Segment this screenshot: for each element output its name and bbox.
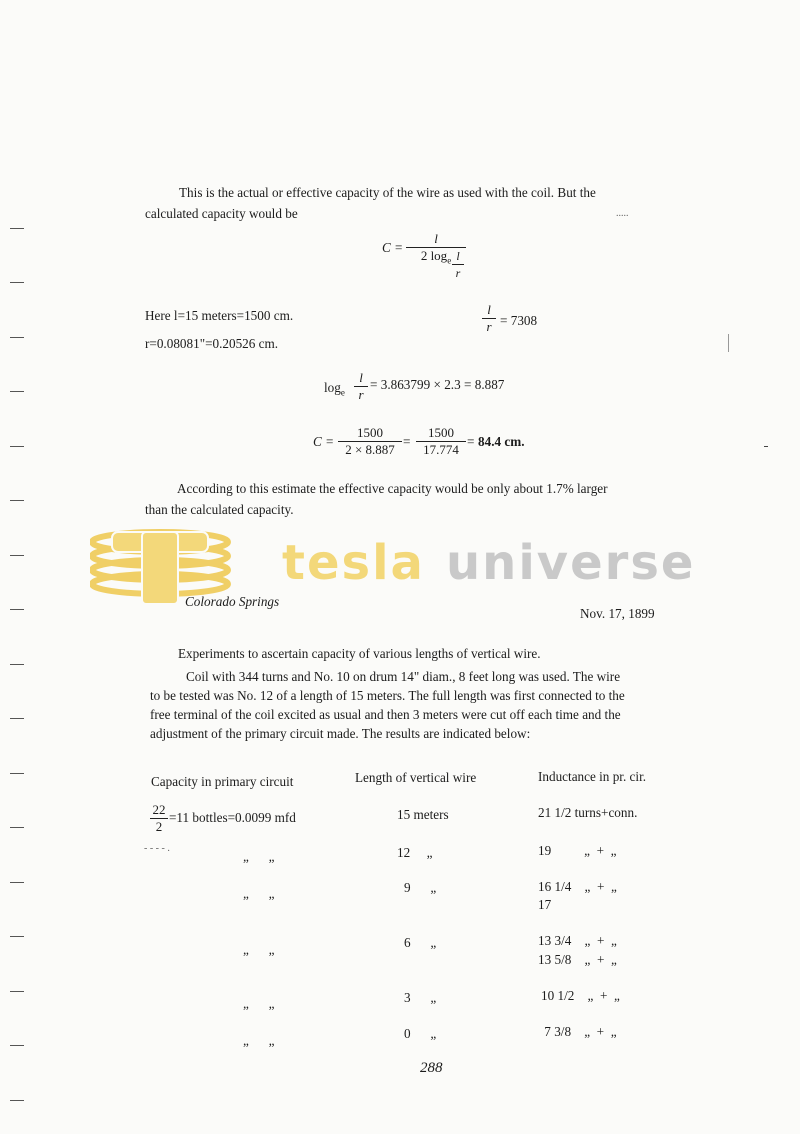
para2-line1: According to this estimate the effective capacity would be only about 1.7% larger: [177, 481, 608, 496]
table-row-capacity: „ „: [243, 886, 275, 901]
table-row-inductance: 21 1/2 turns+conn.: [538, 805, 638, 820]
formula3-eq1: =: [403, 434, 411, 449]
formula3-eq2: =: [467, 434, 475, 449]
table-row-capacity: „ „: [243, 942, 275, 957]
table-row-inductance: 7 3/8 „ + „: [541, 1024, 617, 1039]
margin-mark: [10, 555, 24, 556]
formula1-inner-fraction: $\frac{l}{r}$: [452, 248, 464, 281]
margin-mark: [10, 609, 24, 610]
table-row-length: 3 „: [404, 990, 437, 1005]
table-header-inductance: Inductance in pr. cir.: [538, 769, 647, 784]
margin-mark: [10, 882, 24, 883]
margin-mark: [10, 282, 24, 283]
margin-mark: [10, 446, 24, 447]
para3-line3: free terminal of the coil excited as usual and then 3 meters were cut off each time and the: [150, 707, 621, 722]
formula1-den: 2 $\log_e$: [420, 248, 452, 266]
para1-line2: calculated capacity would be: [145, 206, 298, 221]
scan-speck: [728, 334, 729, 352]
watermark-tesla: tesla: [282, 535, 425, 591]
formula1-num: l: [406, 231, 466, 248]
table-row-capacity: „ „: [243, 996, 275, 1011]
formula1-lhs: C =: [382, 240, 403, 255]
formula2-fraction: $\frac{l}{r}$: [354, 370, 368, 403]
table-row-extra: 13 5/8 „ + „: [538, 952, 617, 967]
ratio-fraction: $\frac{l}{r}$: [482, 302, 496, 335]
table-row-inductance: 10 1/2 „ + „: [541, 988, 620, 1003]
formula3-fraction1: $\frac{1500}{2 \times 8.887}$: [338, 425, 402, 458]
watermark-universe: universe: [446, 535, 696, 591]
place: Colorado Springs: [185, 594, 280, 609]
table-row-extra: 17: [538, 897, 552, 912]
para2-line2: than the calculated capacity.: [145, 502, 294, 517]
table-header-capacity: Capacity in primary circuit: [151, 774, 294, 789]
table-first-cap-rest: =11 bottles=0.0099 mfd: [169, 810, 296, 825]
date: Nov. 17, 1899: [580, 606, 655, 621]
scan-speck: [764, 446, 768, 447]
table-row-inductance: 16 1/4 „ + „: [538, 879, 617, 894]
table-row-length: 12 „: [397, 845, 433, 860]
formula3-fraction2: $\frac{1500}{17.774}$: [416, 425, 466, 458]
table-first-cap-fraction: $\frac{22}{2}$: [150, 802, 168, 835]
ratio-value: = 7308: [500, 313, 538, 328]
page-number: 288: [420, 1060, 443, 1076]
scan-speck: - - - - .: [144, 843, 170, 854]
margin-mark: [10, 827, 24, 828]
formula3-result: 84.4 cm.: [478, 434, 525, 449]
formula3-lhs: C =: [313, 434, 334, 449]
margin-mark: [10, 718, 24, 719]
table-row-length: 0 „: [404, 1026, 437, 1041]
margin-mark: [10, 1045, 24, 1046]
margin-mark: [10, 391, 24, 392]
margin-mark: [10, 991, 24, 992]
margin-mark: [10, 936, 24, 937]
table-row-capacity: „ „: [243, 849, 275, 864]
margin-mark: [10, 228, 24, 229]
table-row-capacity: „ „: [243, 1033, 275, 1048]
formula2-prefix: $\log_e$: [324, 380, 345, 398]
heading: Experiments to ascertain capacity of various lengths of vertical wire.: [178, 646, 541, 661]
table-row-length: 6 „: [404, 935, 437, 950]
para1-line1: This is the actual or effective capacity of the wire as used with the coil. But the: [179, 185, 596, 200]
table-row-inductance: 13 3/4 „ + „: [538, 933, 617, 948]
table-header-length: Length of vertical wire: [355, 770, 477, 785]
margin-marks: [10, 0, 30, 1134]
here-line1: Here l=15 meters=1500 cm.: [145, 308, 294, 323]
para3-line4: adjustment of the primary circuit made. The results are indicated below:: [150, 726, 531, 741]
para3-line2: to be tested was No. 12 of a length of 15 meters. The full length was first connected to the: [150, 688, 625, 703]
table-row-length: 15 meters: [397, 807, 449, 822]
margin-mark: [10, 773, 24, 774]
scan-speck: .....: [616, 208, 629, 219]
table-row-inductance: 19 „ + „: [538, 843, 617, 858]
table-row-length: 9 „: [404, 880, 437, 895]
formula2-rhs: = 3.863799 × 2.3 = 8.887: [370, 377, 505, 392]
margin-mark: [10, 337, 24, 338]
margin-mark: [10, 1100, 24, 1101]
margin-mark: [10, 664, 24, 665]
here-line2: r=0.08081"=0.20526 cm.: [145, 336, 279, 351]
margin-mark: [10, 500, 24, 501]
para3-line1: Coil with 344 turns and No. 10 on drum 14" diam., 8 feet long was used. The wire: [186, 669, 621, 684]
